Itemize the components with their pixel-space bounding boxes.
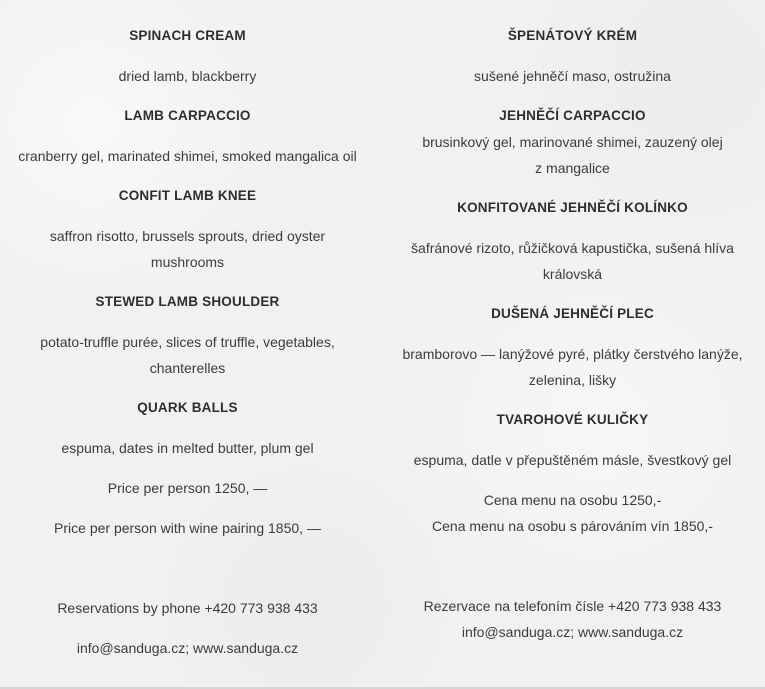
course-title: ŠPENÁTOVÝ KRÉM	[507, 28, 638, 43]
course-description-line: mushrooms	[150, 254, 225, 270]
price-with-wine: Price per person with wine pairing 1850, —	[54, 520, 321, 536]
course-title: LAMB CARPACCIO	[124, 108, 251, 123]
course-title: DUŠENÁ JEHNĚČÍ PLEC	[491, 306, 654, 321]
contact-info: info@sanduga.cz; www.sanduga.cz	[76, 640, 299, 656]
course-description: espuma, dates in melted butter, plum gel	[61, 440, 314, 456]
course-title: KONFITOVANÉ JEHNĚČÍ KOLÍNKO	[457, 200, 688, 215]
course-description-line: bramborovo — lanýžové pyré, plátky čerstvého lanýže,	[402, 346, 743, 362]
course-title: STEWED LAMB SHOULDER	[95, 294, 280, 309]
price-per-person: Cena menu na osobu 1250,-	[483, 492, 662, 508]
course-description: dried lamb, blackberry	[118, 68, 257, 84]
course-description-line: zelenina, lišky	[528, 372, 617, 388]
course-description: cranberry gel, marinated shimei, smoked mangalica oil	[18, 148, 357, 164]
course-title: JEHNĚČÍ CARPACCIO	[499, 108, 646, 123]
course-description-line: potato-truffle purée, slices of truffle, vegetables,	[40, 334, 335, 350]
course-description: espuma, datle v přepuštěném másle, švestkový gel	[413, 452, 732, 468]
course-title: SPINACH CREAM	[129, 28, 246, 43]
course-description-line: saffron risotto, brussels sprouts, dried oyster	[49, 228, 326, 244]
course-description-line: šafránové rizoto, růžičková kapustička, sušená hlíva	[411, 240, 734, 256]
course-description: sušené jehněčí maso, ostružina	[474, 68, 671, 84]
course-description-line: královská	[542, 266, 603, 282]
price-with-wine: Cena menu na osobu s párováním vín 1850,-	[432, 518, 713, 534]
contact-info: info@sanduga.cz; www.sanduga.cz	[461, 624, 684, 640]
reservations-phone: Rezervace na telefoním čísle +420 773 938 433	[423, 598, 722, 614]
course-description-line: chanterelles	[149, 360, 226, 376]
price-per-person: Price per person 1250, —	[107, 480, 268, 496]
course-title: TVAROHOVÉ KULIČKY	[496, 412, 649, 427]
course-title: CONFIT LAMB KNEE	[118, 188, 257, 203]
course-title: QUARK BALLS	[137, 400, 238, 415]
course-description-line: z mangalice	[535, 160, 610, 176]
course-description-line: brusinkový gel, marinované shimei, zauzený olej	[422, 134, 723, 150]
reservations-phone: Reservations by phone +420 773 938 433	[57, 600, 318, 616]
